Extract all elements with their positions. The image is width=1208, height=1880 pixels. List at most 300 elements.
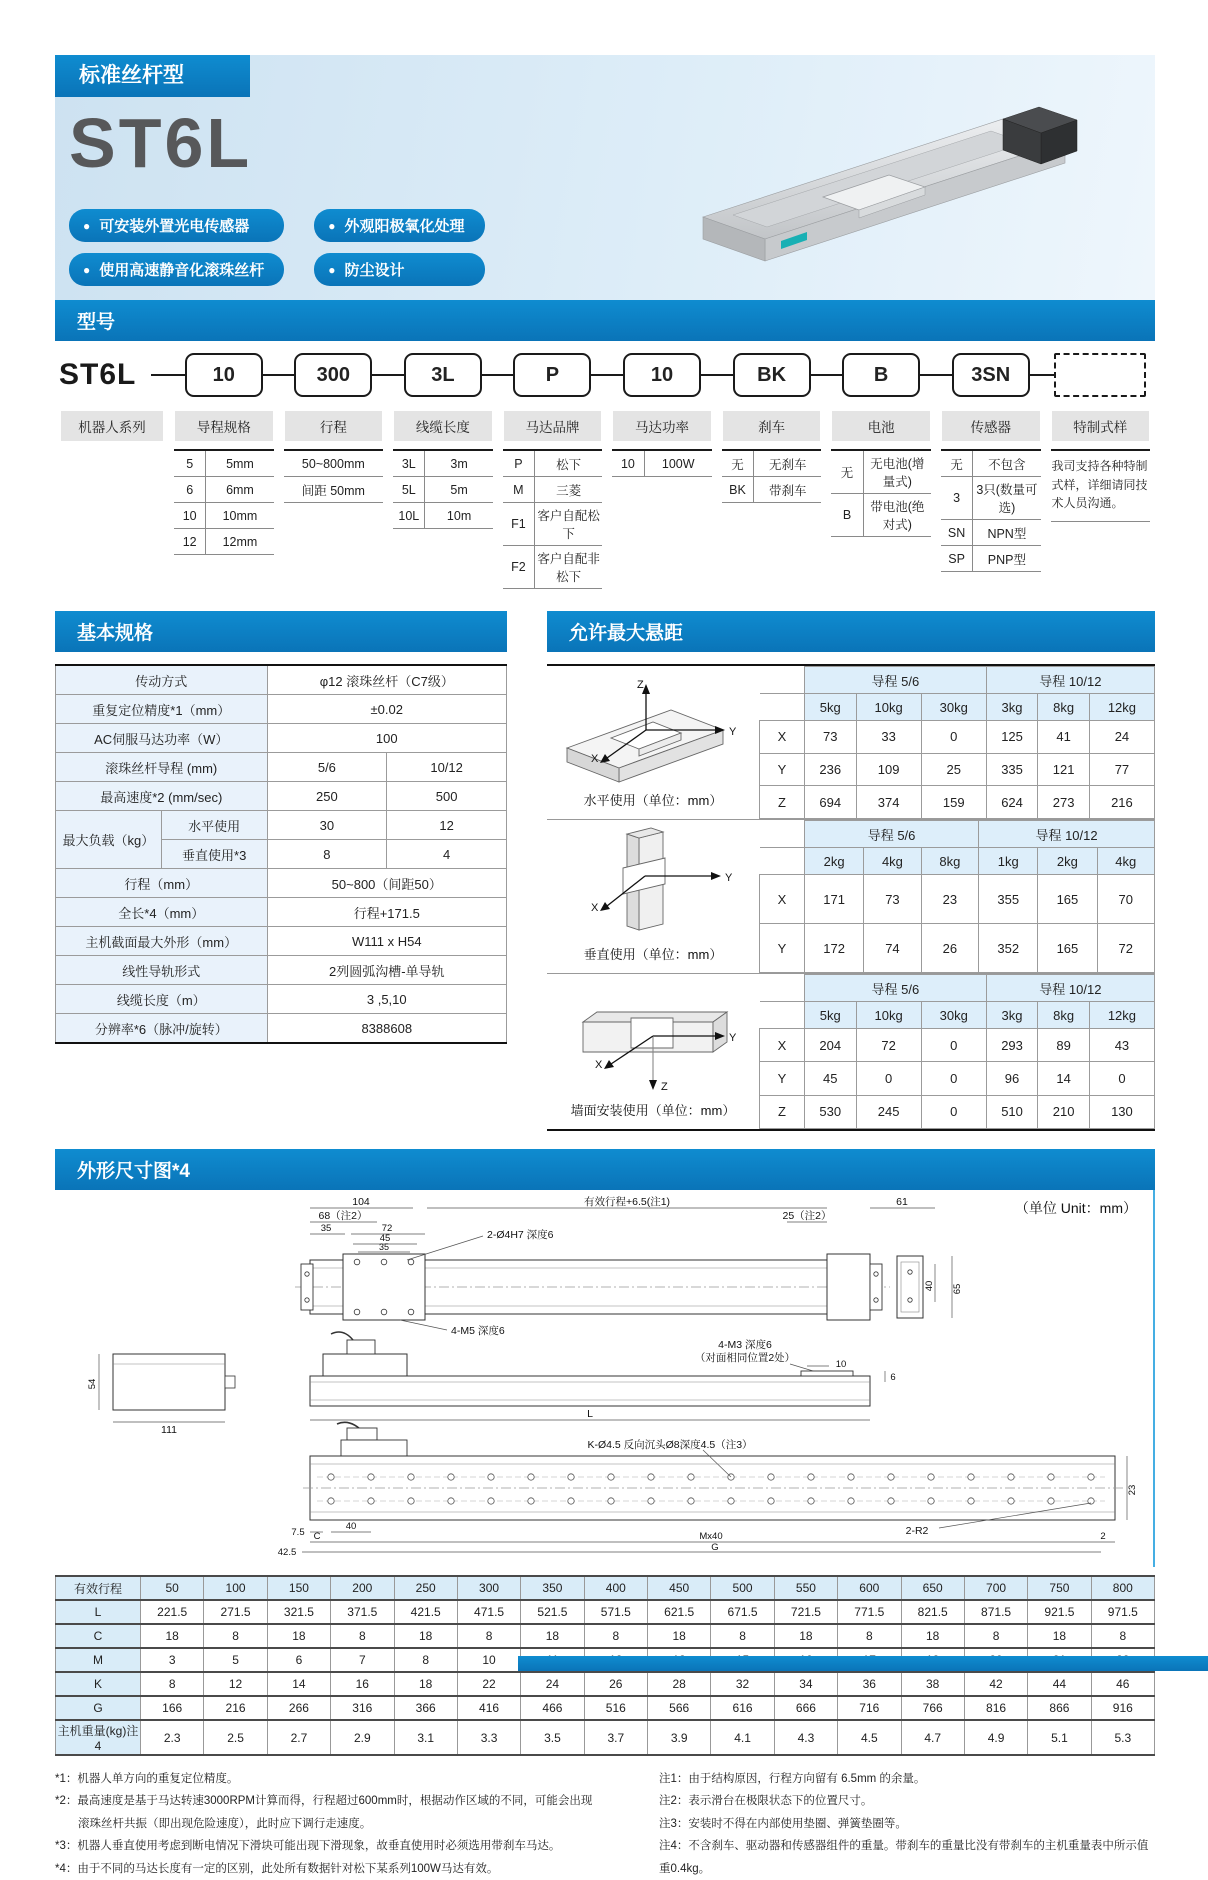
hole-callout: 4-M3 深度6 xyxy=(718,1339,772,1351)
cell: 无 xyxy=(941,450,973,477)
dim-label: 104 xyxy=(352,1196,370,1208)
cell: 26 xyxy=(921,924,978,973)
cell: 165 xyxy=(1038,924,1097,973)
ordering-code-box: 10 xyxy=(185,353,263,397)
spec-value: ±0.02 xyxy=(267,695,506,724)
cell: 77 xyxy=(1089,753,1154,786)
cell: 130 xyxy=(1089,1095,1154,1128)
cell: 2.5 xyxy=(204,1720,267,1755)
cell: F2 xyxy=(503,546,535,589)
axis-label: Y xyxy=(729,726,737,738)
type-badge: 标准丝杆型 xyxy=(55,55,250,97)
cell: 46 xyxy=(1091,1672,1154,1696)
unit-note: （单位 Unit：mm） xyxy=(1014,1200,1137,1216)
note-line: 滚珠丝杆共振（即出现危险速度），此时应下调行走速度。 xyxy=(55,1817,372,1830)
overhang-caption: 垂直使用（单位：mm） xyxy=(583,947,723,962)
page-title: ST6L xyxy=(69,104,253,182)
cell: 266 xyxy=(267,1696,330,1720)
cell: 616 xyxy=(711,1696,774,1720)
cell: BK xyxy=(722,477,754,503)
cell: 18 xyxy=(1028,1624,1091,1648)
cell: 250 xyxy=(394,1576,457,1600)
cell: PNP型 xyxy=(973,546,1041,572)
dim-label: L xyxy=(587,1408,593,1420)
cell: 18 xyxy=(394,1624,457,1648)
cell: Y xyxy=(760,924,805,973)
overhang-block-horizontal xyxy=(547,666,1155,820)
spec-value: 500 xyxy=(387,782,507,811)
weight-header: 8kg xyxy=(921,848,978,875)
cell: 516 xyxy=(584,1696,647,1720)
cell: 0 xyxy=(921,1062,986,1095)
lead-header: 导程 10/12 xyxy=(986,975,1154,1002)
ordering-options-table xyxy=(284,449,384,503)
spec-label: 分辨率*6（脉冲/旋转） xyxy=(56,1014,268,1044)
weight-header: 30kg xyxy=(921,694,986,721)
ordering-group-label: 传感器 xyxy=(942,411,1040,441)
ordering-column-motor-brand xyxy=(498,353,608,589)
ordering-group-label: 马达功率 xyxy=(613,411,711,441)
ordering-code-box: 10 xyxy=(623,353,701,397)
cell: 客户自配松下 xyxy=(535,503,603,546)
weight-header: 3kg xyxy=(986,694,1038,721)
cell: 带电池(绝对式) xyxy=(863,494,931,537)
cell: X xyxy=(760,875,805,924)
cell: 0 xyxy=(921,1029,986,1062)
ordering-code-box: 3L xyxy=(404,353,482,397)
weight-header: 12kg xyxy=(1089,1002,1154,1029)
cell: 72 xyxy=(1097,924,1154,973)
spec-value: W111 x H54 xyxy=(267,927,506,956)
ordering-group-label: 刹车 xyxy=(723,411,821,441)
spec-value: 30 xyxy=(267,811,387,840)
weight-header: 2kg xyxy=(1038,848,1097,875)
cell: NPN型 xyxy=(973,520,1041,546)
cell: 316 xyxy=(331,1696,394,1720)
cell: 6 xyxy=(267,1648,330,1672)
wall-mount-diagram xyxy=(553,978,753,1098)
section-bar-model: 型号 xyxy=(55,300,1155,341)
cell: 293 xyxy=(986,1029,1038,1062)
ordering-code-box: 300 xyxy=(294,353,372,397)
cell: 96 xyxy=(986,1062,1038,1095)
cell: 4.3 xyxy=(774,1720,837,1755)
cell: 352 xyxy=(979,924,1038,973)
feature-pill xyxy=(69,209,284,242)
dim-label: 6 xyxy=(890,1372,896,1383)
cell: 721.5 xyxy=(774,1600,837,1624)
cell: 671.5 xyxy=(711,1600,774,1624)
vertical-mount-diagram xyxy=(553,824,753,942)
cell: 18 xyxy=(774,1624,837,1648)
hole-callout: K-Ø4.5 反向沉头Ø8深度4.5（注3） xyxy=(587,1439,753,1451)
spec-label: 滚珠丝杆导程 (mm) xyxy=(56,753,268,782)
cell: 32 xyxy=(711,1672,774,1696)
cell: 73 xyxy=(805,721,857,754)
spec-label: 传动方式 xyxy=(56,665,268,695)
spec-value: 2列圆弧沟槽-单导轨 xyxy=(267,956,506,985)
weight-header: 4kg xyxy=(864,848,921,875)
cell: 8 xyxy=(838,1624,901,1648)
ordering-group-label: 机器人系列 xyxy=(61,411,163,441)
cell: 18 xyxy=(267,1624,330,1648)
cell: 12mm xyxy=(206,529,274,555)
cell: 771.5 xyxy=(838,1600,901,1624)
cell: 2.3 xyxy=(141,1720,204,1755)
dim-label: 35 xyxy=(378,1242,390,1252)
cell: 3m xyxy=(425,450,493,477)
weight-header: 3kg xyxy=(986,1002,1038,1029)
cell: 3L xyxy=(393,450,425,477)
cell: 42 xyxy=(964,1672,1027,1696)
overhang-block-vertical xyxy=(547,820,1155,974)
cell: 38 xyxy=(901,1672,964,1696)
cell: 5 xyxy=(174,450,206,477)
cell: 5m xyxy=(425,477,493,503)
cell: 8 xyxy=(457,1624,520,1648)
cell: 2.7 xyxy=(267,1720,330,1755)
spec-value: 行程+171.5 xyxy=(267,898,506,927)
note-line: *2：最高速度是基于马达转速3000RPM计算而得，行程超过600mm时，根据动作区域的不同，可能会出现 xyxy=(55,1795,593,1808)
cell: 10 xyxy=(174,503,206,529)
cell: 3.1 xyxy=(394,1720,457,1755)
dim-label: 25（注2） xyxy=(782,1210,832,1222)
cell: 666 xyxy=(774,1696,837,1720)
ordering-column-motor-power xyxy=(607,353,717,589)
cell: 400 xyxy=(584,1576,647,1600)
note-line: 注3：安装时不得在内部使用垫圈、弹簧垫圈等。 xyxy=(659,1817,907,1830)
spec-value: 10/12 xyxy=(387,753,507,782)
cell: 24 xyxy=(521,1672,584,1696)
lead-header: 导程 5/6 xyxy=(805,667,987,694)
cell: 5.1 xyxy=(1028,1720,1091,1755)
cell: 14 xyxy=(1038,1062,1090,1095)
weight-header: 12kg xyxy=(1089,694,1154,721)
cell: 521.5 xyxy=(521,1600,584,1624)
cell: 50 xyxy=(141,1576,204,1600)
hole-callout: 4-M5 深度6 xyxy=(451,1325,505,1337)
cell: 10 xyxy=(612,450,644,477)
cell: 159 xyxy=(921,786,986,819)
cell: 8 xyxy=(711,1624,774,1648)
cell: 50~800mm xyxy=(284,450,384,477)
dim-label: 68（注2） xyxy=(318,1210,368,1222)
cell: 971.5 xyxy=(1091,1600,1154,1624)
ordering-code-box: B xyxy=(842,353,920,397)
cell: 4.5 xyxy=(838,1720,901,1755)
cell: 716 xyxy=(838,1696,901,1720)
cell: 3只(数量可选) xyxy=(973,477,1041,520)
cell: 0 xyxy=(856,1062,921,1095)
cell: 321.5 xyxy=(267,1600,330,1624)
cell: 750 xyxy=(1028,1576,1091,1600)
ordering-prefix: ST6L xyxy=(59,358,137,391)
cell: 221.5 xyxy=(141,1600,204,1624)
section-bar-basic-spec: 基本规格 xyxy=(55,611,507,652)
cell: 650 xyxy=(901,1576,964,1600)
cell: 271.5 xyxy=(204,1600,267,1624)
cell: 166 xyxy=(141,1696,204,1720)
dim-label: 65 xyxy=(952,1283,963,1295)
cell: 36 xyxy=(838,1672,901,1696)
cell: 23 xyxy=(921,875,978,924)
feature-label: 外观阳极氧化处理 xyxy=(344,218,465,235)
cell: 4.7 xyxy=(901,1720,964,1755)
axis-label: Y xyxy=(729,1032,737,1044)
cell: 43 xyxy=(1089,1029,1154,1062)
lead-header: 导程 5/6 xyxy=(805,821,979,848)
dimension-drawing-area xyxy=(55,1190,1155,1567)
cell: 34 xyxy=(774,1672,837,1696)
cell: 6 xyxy=(174,477,206,503)
weight-header: 1kg xyxy=(979,848,1038,875)
dim-label: 40 xyxy=(345,1521,357,1532)
cell: X xyxy=(760,1029,805,1062)
cell: 866 xyxy=(1028,1696,1091,1720)
ordering-group-label: 电池 xyxy=(832,411,930,441)
cell: M xyxy=(503,477,535,503)
cell: 273 xyxy=(1038,786,1090,819)
cell: 0 xyxy=(921,1095,986,1128)
cell: 松下 xyxy=(535,450,603,477)
cell: 16 xyxy=(331,1672,394,1696)
dim-label: 2 xyxy=(1100,1531,1106,1542)
cell: 14 xyxy=(267,1672,330,1696)
cell: 150 xyxy=(267,1576,330,1600)
cell: F1 xyxy=(503,503,535,546)
cell: 335 xyxy=(986,753,1038,786)
cell: 33 xyxy=(856,721,921,754)
overhang-caption: 水平使用（单位：mm） xyxy=(583,793,723,808)
cell: M xyxy=(56,1648,141,1672)
cell: 5mm xyxy=(206,450,274,477)
weight-header: 8kg xyxy=(1038,1002,1090,1029)
cell: 18 xyxy=(901,1624,964,1648)
cell: 510 xyxy=(986,1095,1038,1128)
ordering-column-cable xyxy=(388,353,498,589)
note-line: *4：由于不同的马达长度有一定的区别，此处所有数据针对松下某系列100W马达有效。 xyxy=(55,1862,499,1875)
dim-label: 72 xyxy=(381,1223,393,1234)
spec-label: 最高速度*2 (mm/sec) xyxy=(56,782,268,811)
cell: 766 xyxy=(901,1696,964,1720)
cell: 171 xyxy=(805,875,864,924)
horizontal-mount-diagram xyxy=(553,670,753,788)
cell: SN xyxy=(941,520,973,546)
dim-label: 61 xyxy=(896,1196,908,1208)
cell: 600 xyxy=(838,1576,901,1600)
dim-label: 42.5 xyxy=(277,1547,297,1558)
cell: 带刹车 xyxy=(754,477,822,503)
cell: 客户自配非松下 xyxy=(535,546,603,589)
cell: 4.9 xyxy=(964,1720,1027,1755)
cell: 800 xyxy=(1091,1576,1154,1600)
footer-accent-bar xyxy=(518,1656,1208,1671)
cell: 7 xyxy=(331,1648,394,1672)
dim-label: C xyxy=(313,1531,321,1542)
spec-label: 线性导轨形式 xyxy=(56,956,268,985)
overhang-table-wall xyxy=(759,974,1155,1129)
lead-header: 导程 10/12 xyxy=(986,667,1154,694)
cell: 18 xyxy=(521,1624,584,1648)
cell: 3.5 xyxy=(521,1720,584,1755)
cell: 18 xyxy=(648,1624,711,1648)
spec-sublabel: 垂直使用*3 xyxy=(161,840,267,869)
note-line: *1：机器人单方向的重复定位精度。 xyxy=(55,1773,239,1785)
spec-value: 100 xyxy=(267,724,506,753)
bullet-icon: ● xyxy=(83,263,91,277)
cell: 41 xyxy=(1038,721,1090,754)
cell: 355 xyxy=(979,875,1038,924)
cell: 624 xyxy=(986,786,1038,819)
ordering-code-box: BK xyxy=(733,353,811,397)
cell: 10L xyxy=(393,503,425,529)
ordering-code-box-special xyxy=(1054,353,1146,397)
cell: 100 xyxy=(204,1576,267,1600)
cell: 5.3 xyxy=(1091,1720,1154,1755)
cell: 5L xyxy=(393,477,425,503)
cell: 350 xyxy=(521,1576,584,1600)
lead-header: 导程 10/12 xyxy=(979,821,1155,848)
weight-header: 30kg xyxy=(921,1002,986,1029)
spec-label: 线缆长度（m） xyxy=(56,985,268,1014)
cell: 3.7 xyxy=(584,1720,647,1755)
axis-label: X xyxy=(591,753,599,765)
weight-header: 2kg xyxy=(805,848,864,875)
bullet-icon: ● xyxy=(328,263,336,277)
cell: 216 xyxy=(204,1696,267,1720)
axis-label: X xyxy=(591,902,599,914)
cell: 3.3 xyxy=(457,1720,520,1755)
ordering-code-row xyxy=(55,341,1155,595)
ordering-column-brake xyxy=(717,353,827,589)
dim-label: Mx40 xyxy=(699,1531,723,1542)
cell: 200 xyxy=(331,1576,394,1600)
feature-label: 使用高速静音化滚珠丝杆 xyxy=(99,262,265,279)
dim-label: 45 xyxy=(379,1233,391,1244)
cell: 500 xyxy=(711,1576,774,1600)
cell: 8 xyxy=(331,1624,394,1648)
cell: 245 xyxy=(856,1095,921,1128)
cell: 72 xyxy=(856,1029,921,1062)
cell: 416 xyxy=(457,1696,520,1720)
weight-header: 5kg xyxy=(805,1002,857,1029)
cell: 不包含 xyxy=(973,450,1041,477)
feature-pill xyxy=(69,253,284,286)
cell: 566 xyxy=(648,1696,711,1720)
overhang-section xyxy=(547,611,1155,1131)
dim-label: 7.5 xyxy=(291,1527,305,1538)
cell: Y xyxy=(760,1062,805,1095)
section-bar-dimensions: 外形尺寸图*4 xyxy=(55,1149,1155,1190)
bullet-icon: ● xyxy=(328,219,336,233)
overhang-table-horizontal xyxy=(759,666,1155,819)
spec-label: 重复定位精度*1（mm） xyxy=(56,695,268,724)
dim-label: 有效行程+6.5(注1) xyxy=(583,1196,671,1208)
weight-header: 10kg xyxy=(856,1002,921,1029)
cell: 816 xyxy=(964,1696,1027,1720)
cell: 2.9 xyxy=(331,1720,394,1755)
cell: 8 xyxy=(394,1648,457,1672)
overhang-block-wall xyxy=(547,974,1155,1129)
spec-label: 行程（mm） xyxy=(56,869,268,898)
cell: 125 xyxy=(986,721,1038,754)
ordering-group-label: 马达品牌 xyxy=(504,411,602,441)
cell: 0 xyxy=(1089,1062,1154,1095)
ordering-column-battery xyxy=(826,353,936,589)
spec-value: 8 xyxy=(267,840,387,869)
spec-value: φ12 滚珠丝杆（C7级） xyxy=(267,665,506,695)
overhang-table-vertical xyxy=(759,820,1155,973)
cell: 8 xyxy=(1091,1624,1154,1648)
cell: 300 xyxy=(457,1576,520,1600)
ordering-options-table xyxy=(722,449,822,503)
cell: 10m xyxy=(425,503,493,529)
cell: 89 xyxy=(1038,1029,1090,1062)
cell: 204 xyxy=(805,1029,857,1062)
cell: 371.5 xyxy=(331,1600,394,1624)
cell: 0 xyxy=(921,721,986,754)
note-line: 注1：由于结构原因，行程方向留有 6.5mm 的余量。 xyxy=(659,1773,926,1785)
cell: 550 xyxy=(774,1576,837,1600)
special-order-note: 我司支持各种特制式样，详细请同技术人员沟通。 xyxy=(1051,449,1151,522)
dim-label: 40 xyxy=(924,1280,935,1292)
cell: K xyxy=(56,1672,141,1696)
cell: B xyxy=(831,494,863,537)
spec-label: AC伺服马达功率（W） xyxy=(56,724,268,753)
hole-callout: 2-Ø4H7 深度6 xyxy=(487,1229,554,1241)
cell: 无 xyxy=(831,450,863,494)
ordering-group-label: 特制式样 xyxy=(1052,411,1150,441)
cell: 25 xyxy=(921,753,986,786)
cell: 916 xyxy=(1091,1696,1154,1720)
ordering-code-box: P xyxy=(513,353,591,397)
ordering-group-label: 行程 xyxy=(285,411,383,441)
dimension-drawing xyxy=(55,1194,1155,1562)
ordering-options-table xyxy=(831,449,931,537)
cell: X xyxy=(760,721,805,754)
cell: Z xyxy=(760,1095,805,1128)
section-bar-overhang: 允许最大悬距 xyxy=(547,611,1155,652)
cell: 22 xyxy=(457,1672,520,1696)
cell: 921.5 xyxy=(1028,1600,1091,1624)
product-image xyxy=(673,77,1143,273)
cell: 8 xyxy=(964,1624,1027,1648)
cell: 109 xyxy=(856,753,921,786)
feature-list xyxy=(69,209,485,286)
spec-value: 250 xyxy=(267,782,387,811)
note-line: 注2：表示滑台在极限状态下的位置尺寸。 xyxy=(659,1795,873,1808)
cell: 216 xyxy=(1089,786,1154,819)
cell: SP xyxy=(941,546,973,572)
note-line: *3：机器人垂直使用考虑到断电情况下滑块可能出现下滑现象，故垂直使用时必须选用带刹车马达。 xyxy=(55,1840,561,1853)
ordering-options-table xyxy=(612,449,712,477)
feature-label: 防尘设计 xyxy=(344,262,405,279)
cell: Y xyxy=(760,753,805,786)
footnotes-left xyxy=(55,1768,625,1880)
cell: 26 xyxy=(584,1672,647,1696)
hole-callout: 2-R2 xyxy=(905,1525,929,1537)
cell: 374 xyxy=(856,786,921,819)
cell: 700 xyxy=(964,1576,1027,1600)
ordering-options-table xyxy=(393,449,493,529)
spec-label: 最大负载（kg） xyxy=(56,811,162,869)
cell: 6mm xyxy=(206,477,274,503)
basic-spec-table xyxy=(55,664,507,1044)
overhang-caption: 墙面安装使用（单位：mm） xyxy=(570,1103,736,1118)
cell: 4.1 xyxy=(711,1720,774,1755)
cell: 871.5 xyxy=(964,1600,1027,1624)
dim-label: 54 xyxy=(87,1378,98,1390)
